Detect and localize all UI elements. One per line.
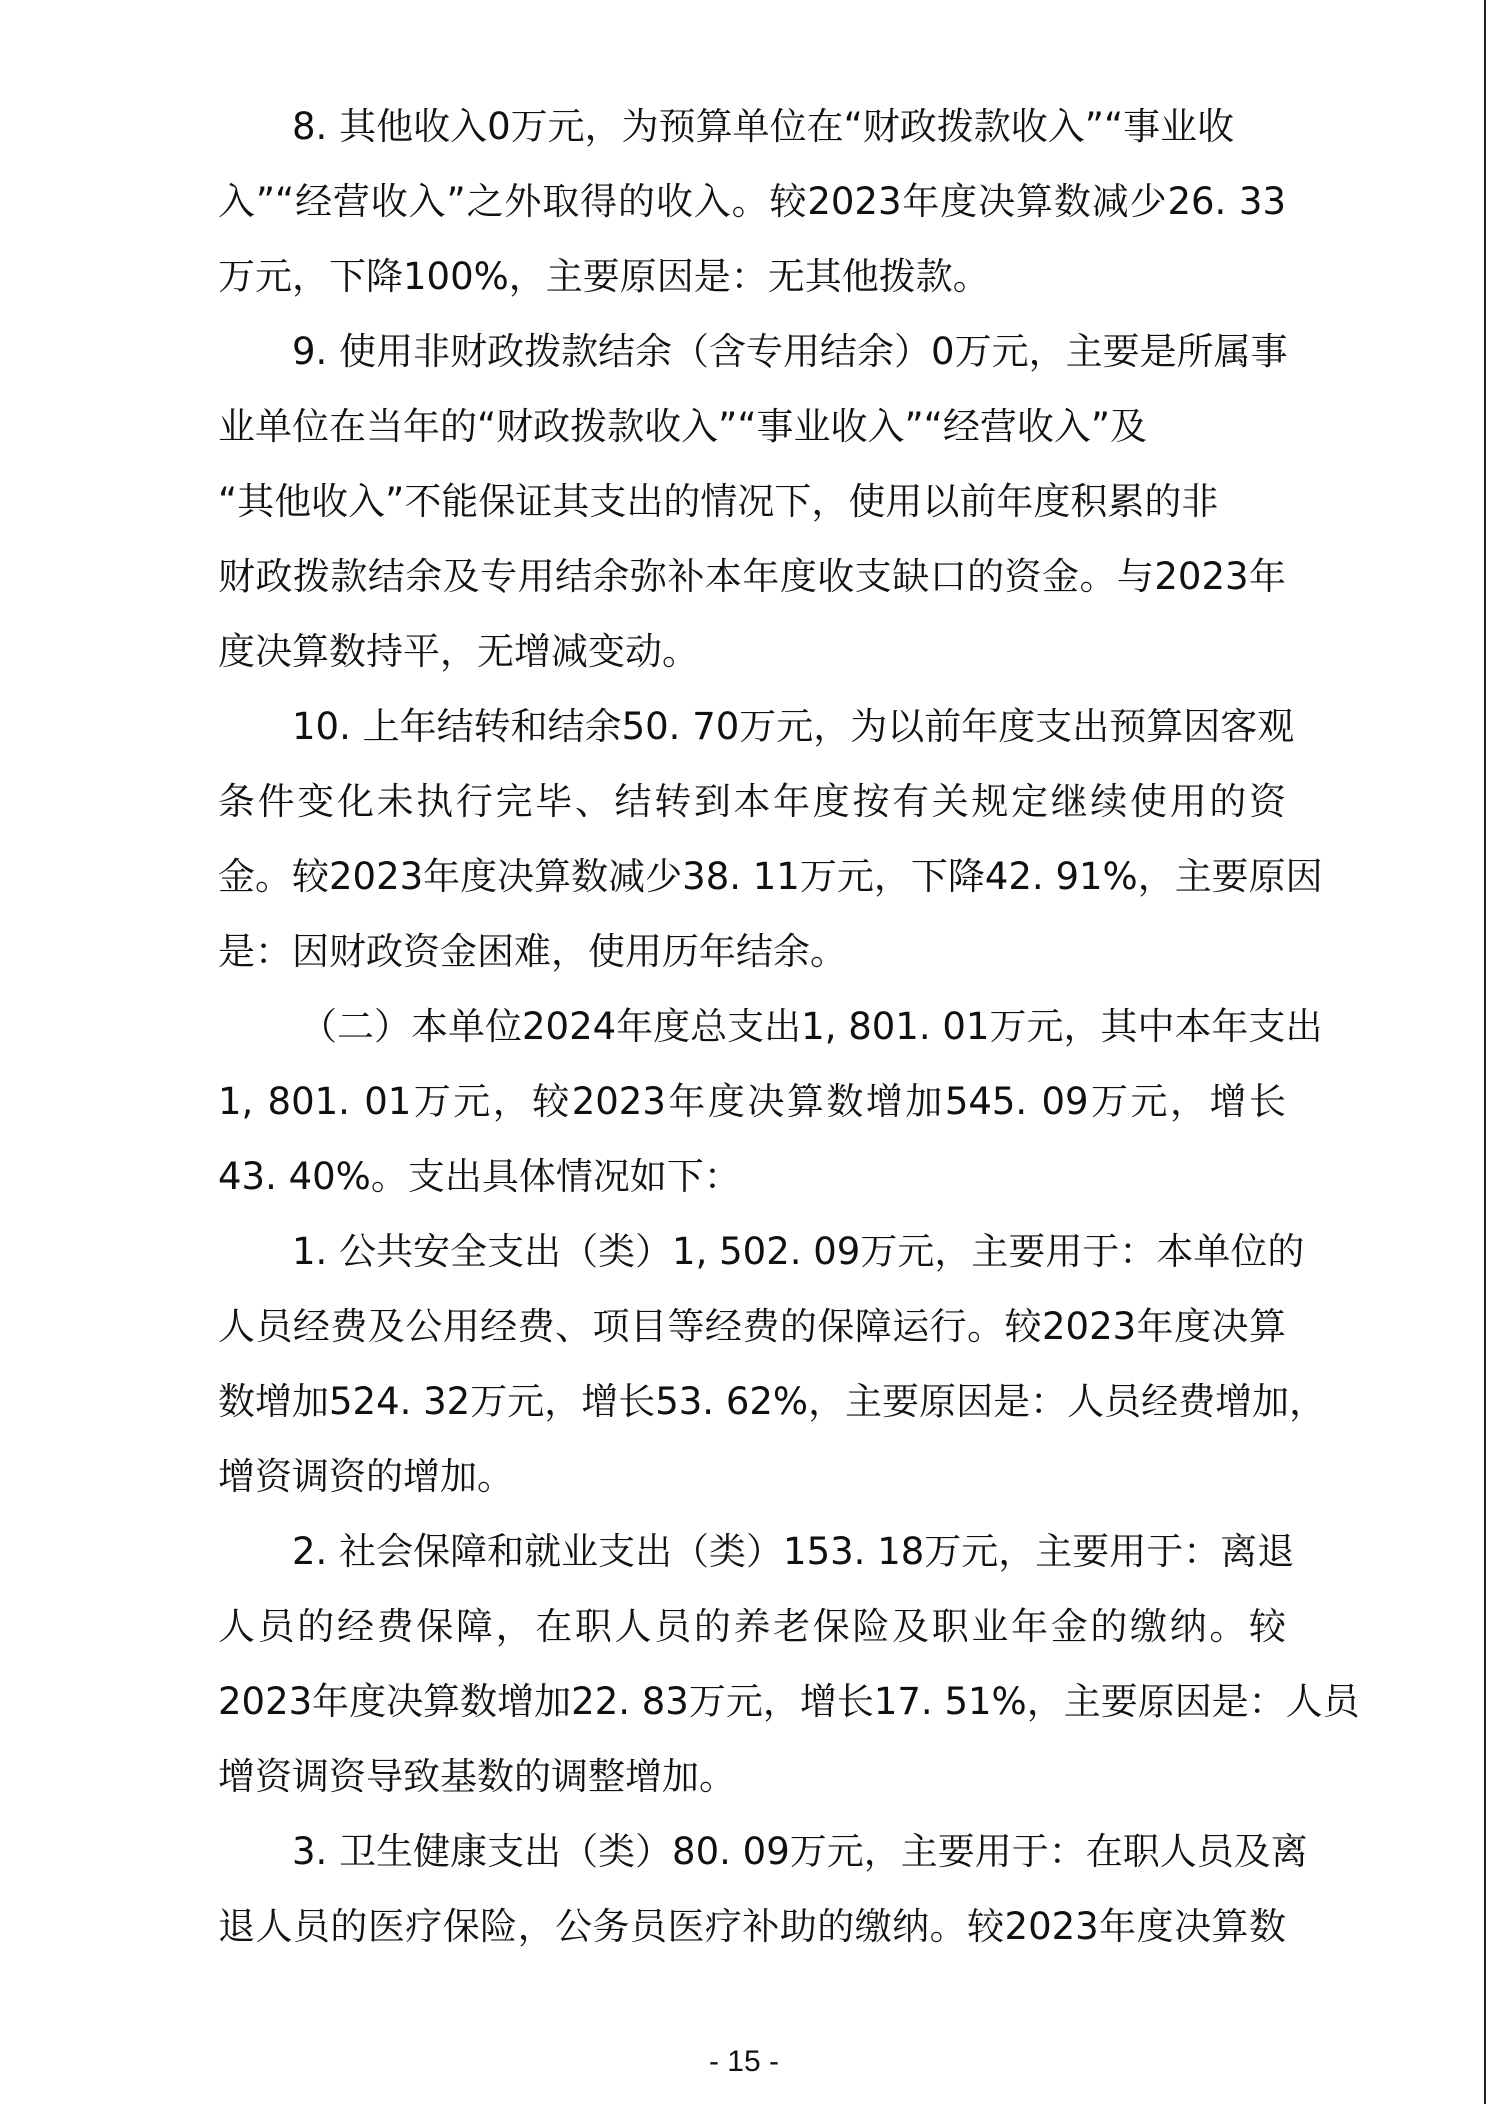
text-line: 条件变化未执行完毕、结转到本年度按有关规定继续使用的资 (218, 780, 1286, 823)
page-number: - 15 - (708, 2045, 780, 2078)
text-line: 43. 40%。支出具体情况如下： (218, 1155, 741, 1198)
text-line: 8. 其他收入0万元，为预算单位在“财政拨款收入”“事业收 (292, 105, 1235, 148)
text-line: 数增加524. 32万元，增长53. 62%，主要原因是：人员经费增加， (218, 1380, 1327, 1423)
text-line: 1. 公共安全支出（类）1, 502. 09万元，主要用于：本单位的 (292, 1230, 1305, 1273)
text-line: 增资调资导致基数的调整增加。 (218, 1755, 736, 1798)
text-line: 财政拨款结余及专用结余弥补本年度收支缺口的资金。与2023年 (218, 555, 1286, 598)
text-line: 2023年度决算数增加22. 83万元，增长17. 51%，主要原因是：人员 (218, 1680, 1360, 1723)
text-line: 10. 上年结转和结余50. 70万元，为以前年度支出预算因客观 (292, 705, 1295, 748)
text-line: 3. 卫生健康支出（类）80. 09万元，主要用于：在职人员及离 (292, 1830, 1308, 1873)
text-line: 人员经费及公用经费、项目等经费的保障运行。较2023年度决算 (218, 1305, 1286, 1348)
text-line: 退人员的医疗保险，公务员医疗补助的缴纳。较2023年度决算数 (218, 1905, 1286, 1948)
text-line: 业单位在当年的“财政拨款收入”“事业收入”“经营收入”及 (218, 405, 1148, 448)
text-line: 1, 801. 01万元，较2023年度决算数增加545. 09万元，增长 (218, 1080, 1286, 1123)
text-line: 增资调资的增加。 (218, 1455, 514, 1498)
text-line: 度决算数持平，无增减变动。 (218, 630, 699, 673)
text-line: 9. 使用非财政拨款结余（含专用结余）0万元，主要是所属事 (292, 330, 1288, 373)
text-line: 金。较2023年度决算数减少38. 11万元，下降42. 91%，主要原因 (218, 855, 1323, 898)
text-line: （二）本单位2024年度总支出1, 801. 01万元，其中本年支出 (300, 1005, 1323, 1048)
text-line: “其他收入”不能保证其支出的情况下，使用以前年度积累的非 (218, 480, 1219, 523)
text-line: 2. 社会保障和就业支出（类）153. 18万元，主要用于：离退 (292, 1530, 1295, 1573)
text-line: 入”“经营收入”之外取得的收入。较2023年度决算数减少26. 33 (218, 180, 1286, 223)
text-line: 万元，下降100%，主要原因是：无其他拨款。 (218, 255, 990, 298)
text-line: 是：因财政资金困难，使用历年结余。 (218, 930, 847, 973)
text-line: 人员的经费保障，在职人员的养老保险及职业年金的缴纳。较 (218, 1605, 1286, 1648)
